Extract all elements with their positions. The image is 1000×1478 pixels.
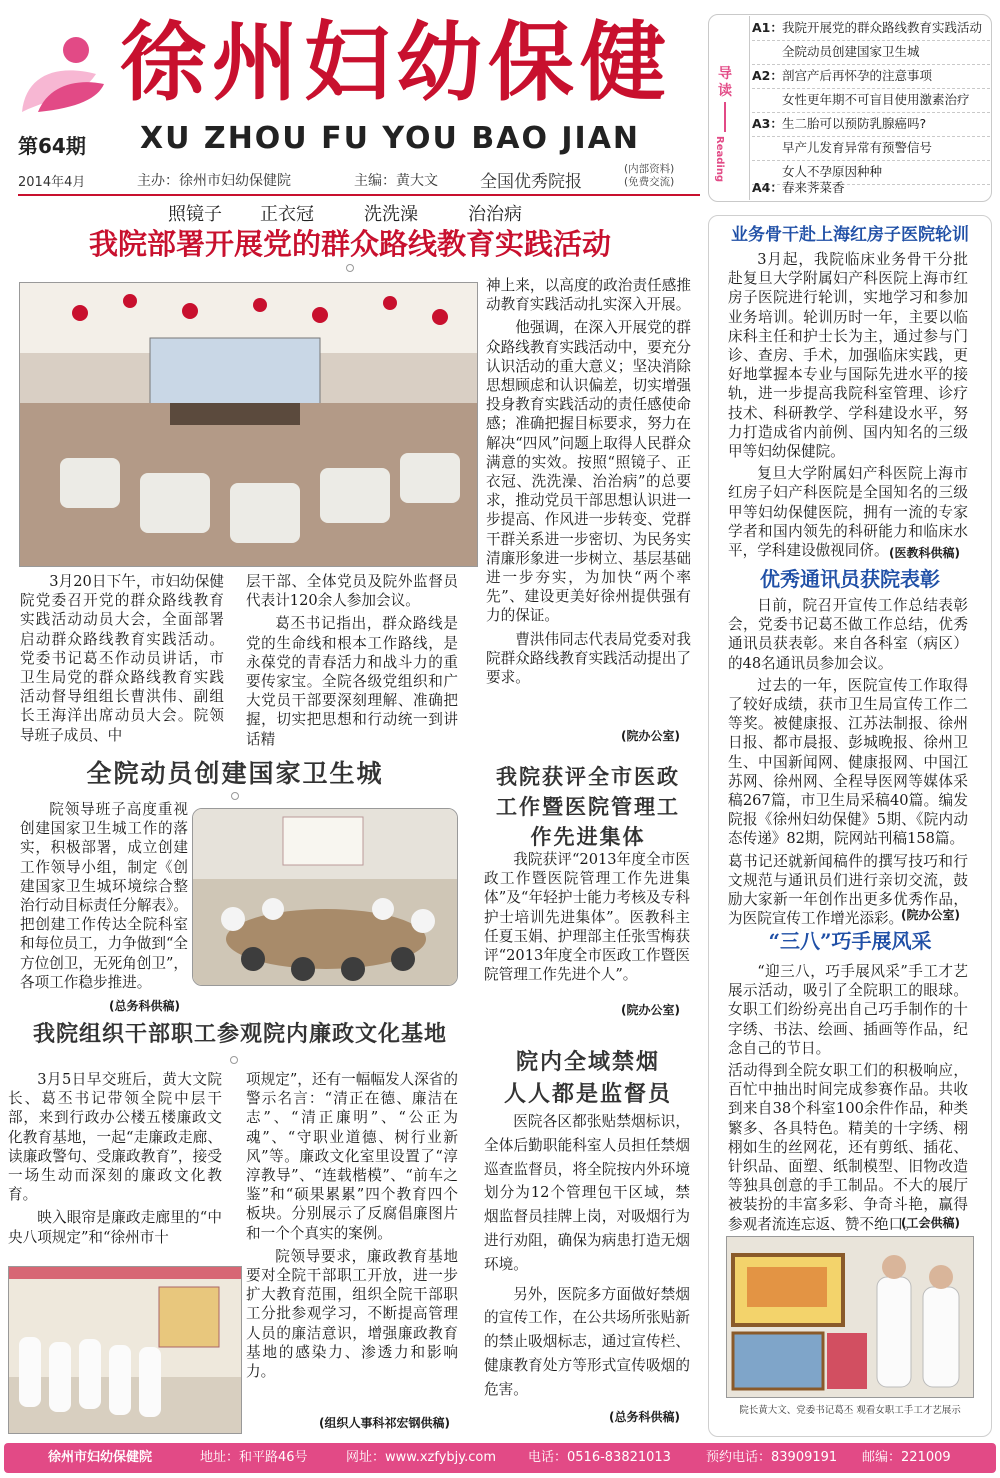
integrity-photo xyxy=(8,1266,242,1434)
circulation-note-free: (免费交流) xyxy=(624,176,675,188)
crafts-photo-caption: 院长黄大文、党委书记葛丕 观看女职工手工才艺展示 xyxy=(739,1405,961,1416)
issue-number: 第64期 xyxy=(18,134,86,158)
integrity-paragraph: 3月5日早交班后，黄大文院长、葛丕书记带领全院中层干部，来到行政办公楼五楼廉政文化教育基地，一起“走廉政走廊、读廉政警句、受廉政教育”，接受一场生动而深刻的廉政文化教育。 xyxy=(8,1071,222,1204)
honor-credit: (院办公室) xyxy=(621,1003,680,1017)
smoking-credit: (总务科供稿) xyxy=(609,1410,680,1424)
correspondent-headline: 优秀通讯员获院表彰 xyxy=(760,567,940,591)
lead-paragraph: 3月20日下午，市妇幼保健院党委召开党的群众路线教育实践活动动员大会，全面部署启动群众路线教育实践活动。党委书记葛丕作动员讲话，市卫生局党的群众路线教育实践活动督导组组长曹洪伟、副组长王海洋出席动员大会。院领导班子成员、中 xyxy=(20,573,224,744)
smoking-headline-line: 人人都是监督员 xyxy=(503,1081,672,1107)
training-paragraph: 3月起，我院临床业务骨干分批赴复旦大学附属妇产科医院上海市红房子医院进行轮训，实地学习和参加业务培训。轮训历时一年，主要以临床科主任和护士长为主，通过参与门诊、查房、手术，加强临床实践，更好地掌握本专业与国际先进水平的接轨，进一步提高我院科室管理、诊疗技术、科研教学、学科建设水平，努力打造成省内前例、国内知名的三级甲等妇幼保健院。 xyxy=(728,251,968,461)
kicker-phrase: 照镜子 xyxy=(168,204,222,225)
meeting-room-photo xyxy=(193,809,458,986)
integrity-paragraph: 项规定”，还有一幅幅发人深省的警示名言：“清正在德、廉洁在志”、“清正廉明”、“公正为魂”、“守职业道德、树行业新风”等。廉政文化室里设置了“淳淳教导”、“连载楷模”、“前车之鉴”和“硕果累累”四个教育四个板块。分别展示了反腐倡廉图片和一个个真实的案例。 xyxy=(246,1071,458,1242)
guide-divider xyxy=(724,102,726,132)
sponsor-label: 主办：徐州市妇幼保健院 xyxy=(137,173,291,189)
sanitary-photo xyxy=(192,808,458,986)
kicker-phrase: 洗洗澡 xyxy=(364,204,418,225)
toc-title: 全院动员创建国家卫生城 xyxy=(782,44,920,59)
training-paragraph: 复旦大学附属妇产科医院上海市红房子妇产科医院是全国知名的三级甲等妇幼保健医院，拥有一流的专家学者和国内领先的科研能力和临床水平，学科建设傲视同侪。 xyxy=(728,465,968,560)
smoking-headline-line: 院内全域禁烟 xyxy=(515,1049,660,1075)
sanitary-credit: (总务科供稿) xyxy=(109,999,180,1013)
circulation-note xyxy=(624,163,674,189)
toc-page: A2： xyxy=(752,68,783,83)
toc-item[interactable] xyxy=(752,136,990,160)
toc-page: A4： xyxy=(752,180,783,195)
lead-credit: (院办公室) xyxy=(621,729,680,743)
correspondent-text xyxy=(728,596,968,928)
crafts-photo xyxy=(726,1236,974,1398)
integrity-credit: (组织人事科祁宏钢供稿) xyxy=(319,1416,450,1430)
footer-phone[interactable]: 电话：0516-83821013 xyxy=(528,1450,671,1465)
crafts-exhibition-photo xyxy=(727,1237,974,1398)
honor-headline-line: 我院获评全市医政 xyxy=(496,764,680,789)
toc-item[interactable] xyxy=(752,40,990,64)
toc-title: 剖宫产后再怀孕的注意事项 xyxy=(782,68,933,83)
crafts-headline: “三八”巧手展风采 xyxy=(768,929,932,953)
integrity-gallery-photo xyxy=(9,1267,242,1434)
footer-website[interactable]: 网址：www.xzfybjy.com xyxy=(346,1450,496,1465)
smoking-text xyxy=(484,1110,690,1402)
honor-headline xyxy=(484,762,692,852)
training-headline: 业务骨干赴上海红房子医院轮训 xyxy=(731,225,969,245)
integrity-col-2 xyxy=(246,1070,458,1381)
toc-title: 女人不孕原因种种 xyxy=(782,164,883,179)
sanitary-paragraph: 院领导班子高度重视创建国家卫生城工作的落实，积极部署，成立创建工作领导小组，制定《创建国家卫生城环境综合整治行动目标责任分解表》。把创建工作传达全院科室和每位员工，力争做到“全方位创卫，无死角创卫”，各项工作稳步推进。 xyxy=(20,801,188,991)
crafts-credit: (工会供稿) xyxy=(901,1216,960,1230)
toc-item[interactable] xyxy=(752,176,990,200)
training-text xyxy=(728,250,968,560)
kicker-phrase: 正衣冠 xyxy=(260,204,314,225)
title-pinyin: XU ZHOU FU YOU BAO JIAN xyxy=(140,121,641,156)
footer-hospital-name: 徐州市妇幼保健院 xyxy=(48,1450,153,1465)
crafts-text xyxy=(728,962,968,1234)
toc-item[interactable] xyxy=(752,112,990,136)
smoking-paragraph: 医院各区都张贴禁烟标识，全体后勤职能科室人员担任禁烟巡查监督员，将全院按内外环境划分为12个管理包干区域，禁烟监督员挂牌上岗，对吸烟行为进行劝阻，确保为病患打造无烟环境。 xyxy=(484,1113,690,1273)
section-ornament xyxy=(346,264,354,272)
toc-item[interactable] xyxy=(752,88,990,112)
footer-address: 地址：和平路46号 xyxy=(200,1450,308,1465)
correspondent-paragraph: 过去的一年，医院宣传工作取得了较好成绩，获市卫生局宣传工作二等奖。被健康报、江苏法制报、徐州日报、都市晨报、彭城晚报、徐州卫生、中国新闻网、健康报网、中国江苏网、徐州网、全程导医网等媒体采稿267篇，市卫生局采稿40篇。编发院报《徐州妇幼保健》5期、《院内动态传递》82期，院网站刊稿158篇。 xyxy=(728,676,968,848)
sanitary-text xyxy=(20,800,188,992)
crafts-paragraph: “迎三八，巧手展风采”手工才艺展示活动，吸引了全院职工的眼球。女职工们纷纷亮出自己巧手制作的十字绣、书法、绘画、插画等作品，纪念自己的节日。 xyxy=(728,963,968,1057)
correspondent-paragraph: 日前，院召开宣传工作总结表彰会，党委书记葛丕做工作总结，优秀通讯员获表彰。来自各科室（病区）的48名通讯员参加会议。 xyxy=(728,597,968,672)
lead-col-2 xyxy=(246,572,458,749)
conference-hall-photo xyxy=(20,283,478,567)
lead-col-3 xyxy=(486,276,691,687)
toc-page: A1： xyxy=(752,20,783,35)
toc-title: 春来荠菜香 xyxy=(782,180,845,195)
lead-headline: 我院部署开展党的群众路线教育实践活动 xyxy=(88,227,611,261)
smoking-headline xyxy=(484,1046,692,1110)
lead-paragraph: 他强调，在深入开展党的群众路线教育实践活动中，要充分认识活动的重大意义；坚决消除思想顾虑和认识偏差，切实增强投身教育实践活动的责任感使命感；准确把握目标要求，努力在解决“四风”问题上取得人民群众满意的实效。按照“照镜子、正衣冠、洗洗澡、治治病”的总要求，推动党员干部思想认识进一步提高、作风进一步转变、党群干群关系进一步密切、为民务实清廉形象进一步树立、基层基础进一步夯实，为加快“两个率先”、建设更美好徐州提供强有力的保证。 xyxy=(486,319,691,625)
toc-page: A3： xyxy=(752,116,783,131)
honor-headline-line: 工作暨医院管理工 xyxy=(496,794,680,819)
training-credit: (医教科供稿) xyxy=(889,546,960,560)
lead-photo xyxy=(19,282,478,567)
toc-title: 女性更年期不可盲目使用激素治疗 xyxy=(782,92,970,107)
lead-kicker xyxy=(168,200,568,226)
honor-headline-line: 作先进集体 xyxy=(530,824,646,849)
lead-col-1 xyxy=(20,572,224,745)
crafts-paragraph: 活动得到全院女职工们的积极响应，百忙中抽出时间完成参赛作品。共收到来自38个科室100余件作品，种类繁多、各具特色。精美的十字绣、栩栩如生的丝网花，还有剪纸、插花、针织品、面塑、纸制模型、旧物改造等独具创意的手工制品。不大的展厅被装扮的丰富多彩、争奇斗艳，赢得参观者流连忘返、赞不绝口。 xyxy=(728,1062,968,1233)
lead-paragraph: 层干部、全体党员及院外监督员代表计120余人参加会议。 xyxy=(246,573,458,610)
integrity-paragraph: 院领导要求，廉政教育基地要对全院干部职工开放，进一步扩大教育范围，组织全院干部职工分批参观学习，不断提高管理人员的廉洁意识，增强廉政教育基地的感染力、渗透力和影响力。 xyxy=(246,1247,458,1381)
issue-date: 2014年4月 xyxy=(18,175,86,190)
sanitary-headline: 全院动员创建国家卫生城 xyxy=(86,759,384,788)
guide-subtitle: Reading xyxy=(714,136,725,183)
section-ornament xyxy=(231,792,239,800)
kicker-phrase: 治治病 xyxy=(468,204,522,225)
toc-title: 早产儿发育异常有预警信号 xyxy=(782,140,933,155)
guide-label xyxy=(710,20,740,200)
toc-title: 我院开展党的群众路线教育实践活动 xyxy=(782,20,983,35)
editor-label: 主编：黄大文 xyxy=(354,173,438,189)
honor-text xyxy=(484,850,690,984)
guide-column-rule xyxy=(749,16,750,200)
toc-item[interactable] xyxy=(752,64,990,88)
lead-paragraph: 神上来，以高度的政治责任感推动教育实践活动扎实深入开展。 xyxy=(486,277,691,314)
toc-item[interactable] xyxy=(752,16,990,40)
footer-booking-phone[interactable]: 预约电话：83909191 xyxy=(706,1450,838,1465)
toc-title: 生二胎可以预防乳腺癌吗? xyxy=(782,116,927,131)
lead-paragraph: 曹洪伟同志代表局党委对我院群众路线教育实践活动提出了要求。 xyxy=(486,630,691,687)
award-label: 全国优秀院报 xyxy=(480,172,582,192)
integrity-col-1 xyxy=(8,1070,222,1247)
footer-postcode: 邮编：221009 xyxy=(862,1450,951,1465)
integrity-headline: 我院组织干部职工参观院内廉政文化基地 xyxy=(32,1021,447,1047)
correspondent-credit: (院办公室) xyxy=(901,908,960,922)
circulation-note-internal: (内部资料) xyxy=(624,163,675,175)
section-ornament xyxy=(230,1056,238,1064)
lead-paragraph: 葛丕书记指出，群众路线是党的生命线和根本工作路线，是永葆党的青春活力和战斗力的重要传家宝。全院各级党组织和广大党员干部要深刻理解、准确把握，切实把思想和行动统一到讲话精 xyxy=(246,615,458,748)
footer-bar xyxy=(4,1443,996,1473)
integrity-paragraph: 映入眼帘是廉政走廊里的“中央八项规定”和“徐州市十 xyxy=(8,1209,222,1246)
masthead-rule xyxy=(18,194,700,196)
correspondent-paragraph: 葛书记还就新闻稿件的撰写技巧和行文规范与通讯员们进行亲切交流，鼓励大家新一年创作出更多优秀作品，为医院宣传工作增光添彩。 xyxy=(728,852,968,928)
guide-title: 导读 xyxy=(718,66,732,99)
smoking-paragraph: 另外，医院多方面做好禁烟的宣传工作，在公共场所张贴新的禁止吸烟标志，通过宣传栏、健康教育处方等形式宣传吸烟的危害。 xyxy=(484,1285,690,1398)
hospital-logo-icon xyxy=(18,34,110,114)
honor-paragraph: 我院获评“2013年度全市医政工作暨医院管理工作先进集体”及“年轻护士能力考核及专科护士培训先进集体”。医教科主任夏玉娟、护理部主任张雪梅获评“2013年度全市医政工作暨医院管理工作先进个人”。 xyxy=(484,851,690,984)
newspaper-title: 徐州妇幼保健 xyxy=(120,12,672,113)
